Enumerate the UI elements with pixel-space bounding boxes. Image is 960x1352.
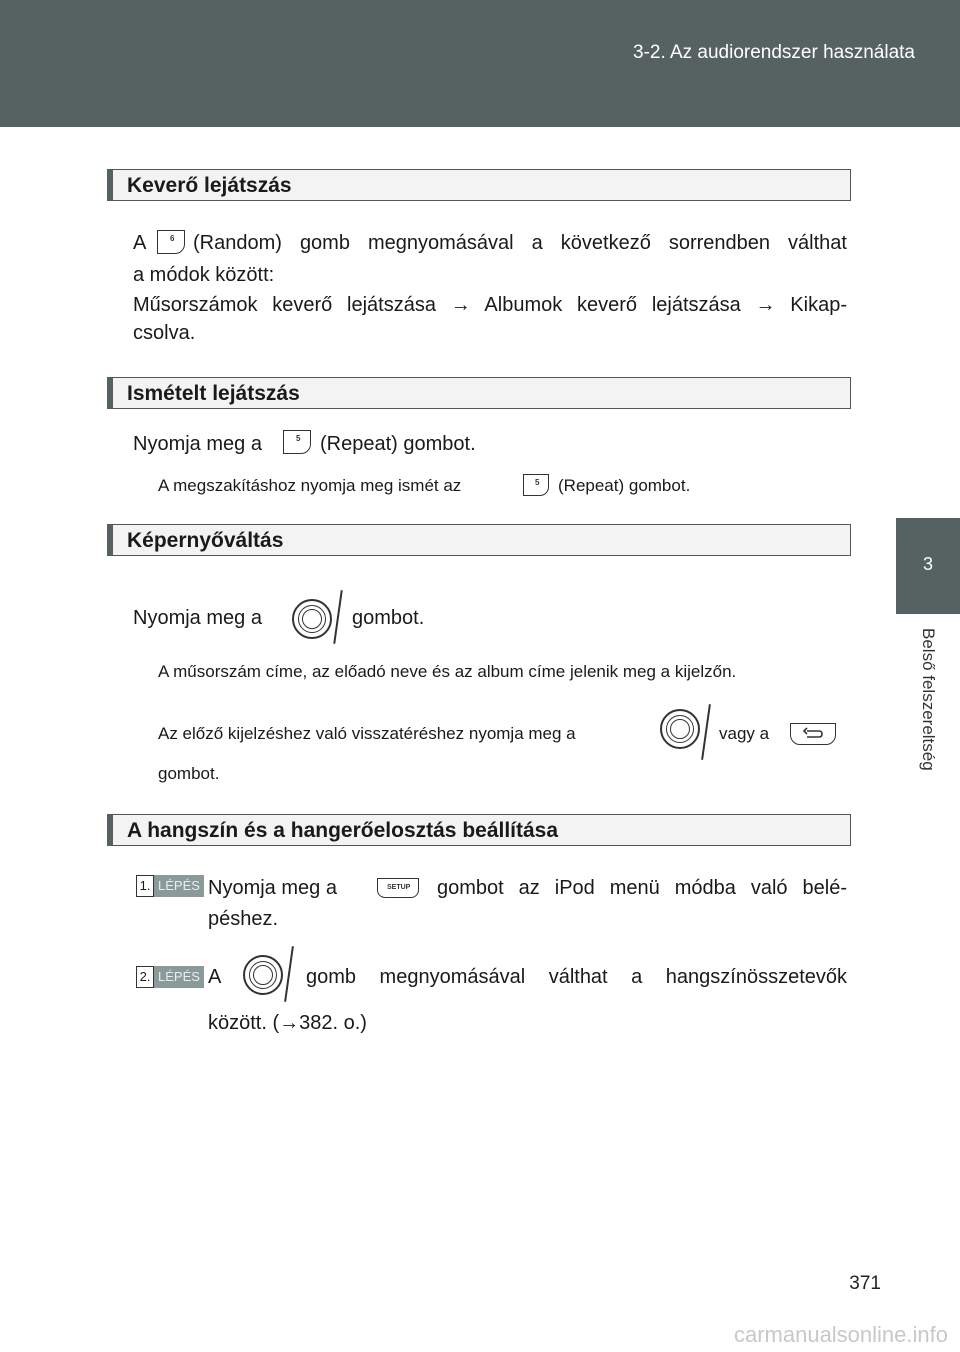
screen-line-post: gombot. xyxy=(352,607,425,629)
chapter-label-text: Belső felszereltség xyxy=(919,628,938,771)
return-arrow-icon xyxy=(791,724,835,744)
screen-note2-mid: vagy a xyxy=(719,724,770,743)
repeat-line-post: (Repeat) gombot. xyxy=(320,433,476,455)
step2-pre: A xyxy=(208,966,222,988)
repeat-line-pre: Nyomja meg a xyxy=(133,433,262,455)
screen-line-pre: Nyomja meg a xyxy=(133,607,262,629)
repeat-key-icon-small: 5 xyxy=(523,474,549,496)
repeat-note-pre: A megszakításhoz nyomja meg ismét az xyxy=(158,476,462,495)
heading-screen-switch: Képernyőváltás xyxy=(107,524,851,556)
chapter-label xyxy=(920,628,940,798)
tune-knob-icon-step2 xyxy=(243,955,283,995)
screen-note2-end: gombot. xyxy=(158,764,220,783)
watermark: carmanualsonline.info xyxy=(733,1322,948,1347)
step1-line2: péshez. xyxy=(208,908,279,930)
knob-pointer-line xyxy=(333,590,342,644)
screen-note1: A műsorszám címe, az előadó neve és az album címe jelenik meg a kijelzőn. xyxy=(158,662,737,681)
step1-pre: Nyomja meg a xyxy=(208,877,337,899)
screen-note2-pre: Az előző kijelzéshez való visszatéréshez nyomja meg a xyxy=(158,724,576,743)
step-1-badge: 1. LÉPÉS xyxy=(136,875,204,897)
page-header xyxy=(0,0,960,127)
step2-line2: között. (→382. o.) xyxy=(208,1012,367,1034)
random-para-line2: a módok között: xyxy=(133,264,275,286)
knob-pointer-line-step2 xyxy=(284,946,294,1002)
step1-post: gombot az iPod menü módba való belé- xyxy=(437,877,847,899)
section-title: 3-2. Az audiorendszer használata xyxy=(632,42,915,63)
chapter-number: 3 xyxy=(922,554,933,574)
tune-knob-icon-small xyxy=(660,709,700,749)
back-key-icon xyxy=(790,723,836,745)
knob-pointer-line-small xyxy=(701,704,711,760)
repeat-key-icon: 5 xyxy=(283,430,311,454)
step2-post: gomb megnyomásával válthat a hangszínösszetevők xyxy=(306,966,847,988)
setup-key-icon: SETUP xyxy=(377,878,419,898)
random-para-line4: csolva. xyxy=(133,322,196,344)
random-key-icon: 6 xyxy=(157,230,185,254)
page-number: 371 xyxy=(849,1273,881,1294)
repeat-note-post: (Repeat) gombot. xyxy=(558,476,691,495)
heading-repeat-playback: Ismételt lejátszás xyxy=(107,377,851,409)
random-para-line3: Műsorszámok keverő lejátszása → Albumok keverő lejátszása → Kikap- xyxy=(133,294,847,316)
step-2-badge: 2. LÉPÉS xyxy=(136,966,204,988)
random-para-line1: (Random) gomb megnyomásával a következő sorrendben válthat xyxy=(193,232,847,254)
heading-random-playback: Keverő lejátszás xyxy=(107,169,851,201)
tune-knob-icon xyxy=(292,599,332,639)
random-para-a: A xyxy=(133,232,147,254)
heading-tone-balance: A hangszín és a hangerőelosztás beállítása xyxy=(107,814,851,846)
chapter-tab xyxy=(896,518,960,614)
